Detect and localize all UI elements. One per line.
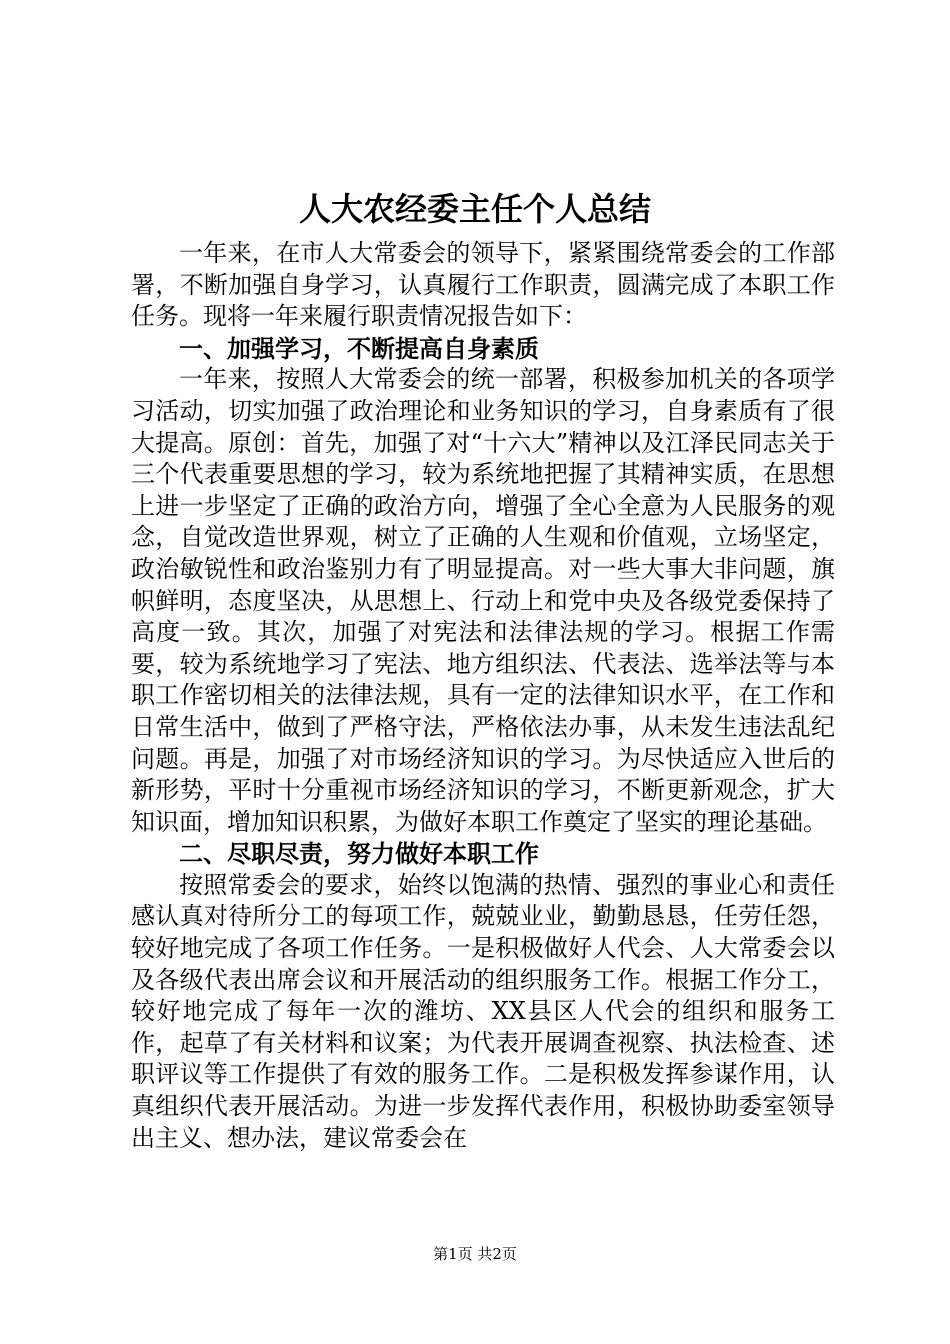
intro-paragraph: 一年来，在市人大常委会的领导下，紧紧围绕常委会的工作部署，不断加强自身学习，认真履行工作职责，圆满完成了本职工作任务。现将一年来履行职责情况报告如下： bbox=[131, 239, 835, 331]
section-heading-2: 二、尽职尽责，努力做好本职工作 bbox=[179, 839, 539, 869]
document-title: 人大农经委主任个人总结 bbox=[298, 190, 651, 228]
section-1-paragraph: 一年来，按照人大常委会的统一部署，积极参加机关的各项学习活动，切实加强了政治理论和业务知识的学习，自身素质有了很大提高。原创：首先，加强了对“十六大”精神以及江泽民同志关于三个代表重要思想的学习，较为系统地把握了其精神实质，在思想上进一步坚定了正确的政治方向，增强了全心全意为人民服务的观念，自觉改造世界观，树立了正确的人生观和价值观，立场坚定，政治敏锐性和政治鉴别力有了明显提高。对一些大事大非问题，旗帜鲜明，态度坚决，从思想上、行动上和党中央及各级党委保持了高度一致。其次，加强了对宪法和法律法规的学习。根据工作需要，较为系统地学习了宪法、地方组织法、代表法、选举法等与本职工作密切相关的法律法规，具有一定的法律知识水平，在工作和日常生活中，做到了严格守法，严格依法办事，从未发生违法乱纪问题。再是，加强了对市场经济知识的学习。为尽快适应入世后的新形势，平时十分重视市场经济知识的学习，不断更新观念，扩大知识面，增加知识积累，为做好本职工作奠定了坚实的理论基础。 bbox=[131, 365, 835, 836]
page-footer: 第1页 共2页 bbox=[433, 1245, 517, 1263]
section-2-paragraph: 按照常委会的要求，始终以饱满的热情、强烈的事业心和责任感认真对待所分工的每项工作，兢兢业业，勤勤恳恳，任劳任怨，较好地完成了各项工作任务。一是积极做好人代会、人大常委会以及各级代表出席会议和开展活动的组织服务工作。根据工作分工，较好地完成了每年一次的潍坊、XX县区人代会的组织和服务工作，起草了有关材料和议案；为代表开展调查视察、执法检查、述职评议等工作提供了有效的服务工作。二是积极发挥参谋作用，认真组织代表开展活动。为进一步发挥代表作用，积极协助委室领导出主义、想办法，建议常委会在 bbox=[131, 870, 835, 1152]
section-heading-1: 一、加强学习，不断提高自身素质 bbox=[179, 333, 539, 363]
document-body bbox=[131, 238, 835, 1154]
